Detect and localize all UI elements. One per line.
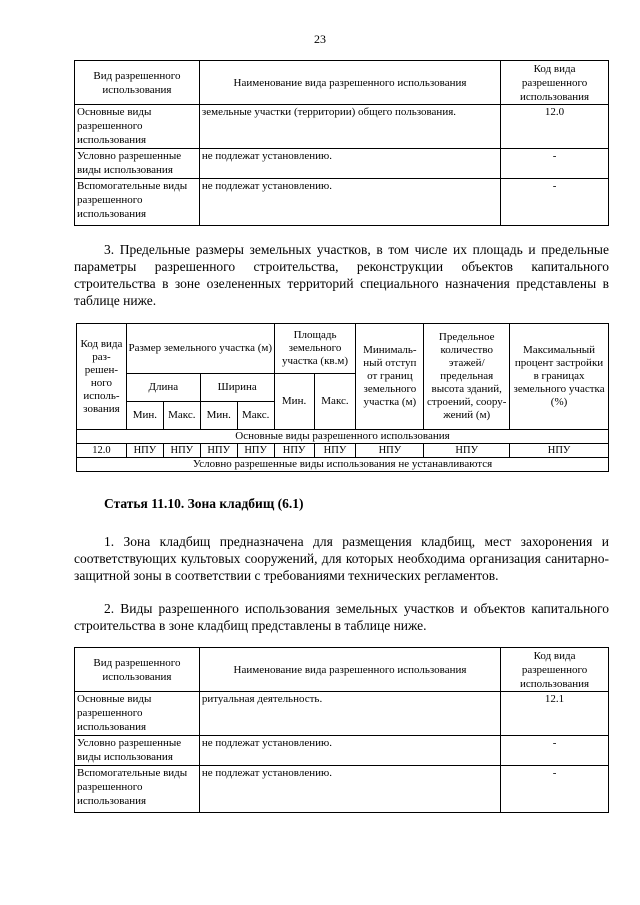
header-area: Площадь земельного участка (кв.м): [274, 324, 356, 374]
row-use-type: Условно разрешенные виды использования: [75, 149, 200, 179]
header-use-code: Код вида разрешенного использования: [501, 61, 609, 105]
row-use-code: -: [501, 736, 609, 766]
table-row: [75, 105, 609, 149]
table-row: [75, 766, 609, 813]
header-width-min: Мин.: [200, 402, 237, 430]
paragraph-cemetery-uses: 2. Виды разрешенного использования земельных участков и объектов капитального строительства в зоне кладбищ представлены в таблице ниже.: [74, 601, 609, 633]
cell-setback: НПУ: [356, 444, 424, 458]
row-use-type: Условно разрешенные виды использования: [75, 736, 200, 766]
row-use-name: не подлежат установлению.: [199, 736, 500, 766]
row-use-type: Вспомогательные виды разрешенного использования: [75, 179, 200, 226]
header-length-max: Макс.: [163, 402, 200, 430]
row-use-name: не подлежат установлению.: [199, 766, 500, 813]
header-use-name: Наименование вида разрешенного использования: [199, 61, 500, 105]
header-use-type: Вид разрешенного использования: [75, 648, 200, 692]
permitted-use-table-cemetery: [74, 647, 609, 813]
header-use-name: Наименование вида разрешенного использования: [199, 648, 500, 692]
header-width: Ширина: [200, 374, 274, 402]
cell-area-max: НПУ: [314, 444, 356, 458]
table-row: [75, 736, 609, 766]
table-row: [75, 149, 609, 179]
row-use-name: не подлежат установлению.: [199, 179, 500, 226]
table-row: [77, 444, 609, 458]
table-row: [75, 692, 609, 736]
cell-width-min: НПУ: [200, 444, 237, 458]
cell-percent: НПУ: [510, 444, 609, 458]
row-use-name: не подлежат установлению.: [199, 149, 500, 179]
header-size: Размер земельного участка (м): [126, 324, 274, 374]
limits-table: [76, 323, 609, 472]
cell-length-max: НПУ: [163, 444, 200, 458]
row-use-code: 12.1: [501, 692, 609, 736]
row-use-code: -: [501, 149, 609, 179]
row-use-type: Вспомогательные виды разрешенного использования: [75, 766, 200, 813]
row-use-type: Основные виды разрешенного использования: [75, 105, 200, 149]
main-uses-label: Основные виды разрешенного использования: [77, 430, 609, 444]
row-use-code: 12.0: [501, 105, 609, 149]
row-use-code: -: [501, 766, 609, 813]
header-setback: Минималь-ный отступ от границ земельного участка (м): [356, 324, 424, 430]
row-use-name: ритуальная деятельность.: [199, 692, 500, 736]
cell-code: 12.0: [77, 444, 127, 458]
paragraph-cemetery-zone: 1. Зона кладбищ предназначена для размещения кладбищ, мест захоронения и соответствующих культовых сооружений, для которых необходима организация санитарно-защитной зоны в соответствии с требованиями технических регламентов.: [74, 534, 609, 583]
row-use-code: -: [501, 179, 609, 226]
header-length: Длина: [126, 374, 200, 402]
row-use-type: Основные виды разрешенного использования: [75, 692, 200, 736]
cell-length-min: НПУ: [126, 444, 163, 458]
cell-area-min: НПУ: [274, 444, 314, 458]
article-heading: Статья 11.10. Зона кладбищ (6.1): [104, 496, 304, 511]
header-length-min: Мин.: [126, 402, 163, 430]
header-area-min: Мин.: [274, 374, 314, 430]
header-percent: Максимальный процент застройки в границах земельного участка (%): [510, 324, 609, 430]
header-code: Код вида раз-решен-ного исполь-зования: [77, 324, 127, 430]
header-use-code: Код вида разрешенного использования: [501, 648, 609, 692]
header-area-max: Макс.: [314, 374, 356, 430]
cell-floors: НПУ: [424, 444, 510, 458]
row-use-name: земельные участки (территории) общего пользования.: [199, 105, 500, 149]
conditional-uses-label: Условно разрешенные виды использования не устанавливаются: [77, 458, 609, 472]
table-row: [75, 179, 609, 226]
header-use-type: Вид разрешенного использования: [75, 61, 200, 105]
cell-width-max: НПУ: [237, 444, 274, 458]
paragraph-limits-intro: 3. Предельные размеры земельных участков, в том числе их площадь и предельные параметры разрешенного строительства, реконструкции объектов капитального строительства в зоне озелененных территорий специального назначения представлены в таблице ниже.: [74, 242, 609, 308]
header-width-max: Макс.: [237, 402, 274, 430]
header-floors: Предельное количество этажей/ предельная высота зданий, строений, соору-жений (м): [424, 324, 510, 430]
page-number: 23: [314, 32, 326, 46]
permitted-use-table-greenery: [74, 60, 609, 226]
